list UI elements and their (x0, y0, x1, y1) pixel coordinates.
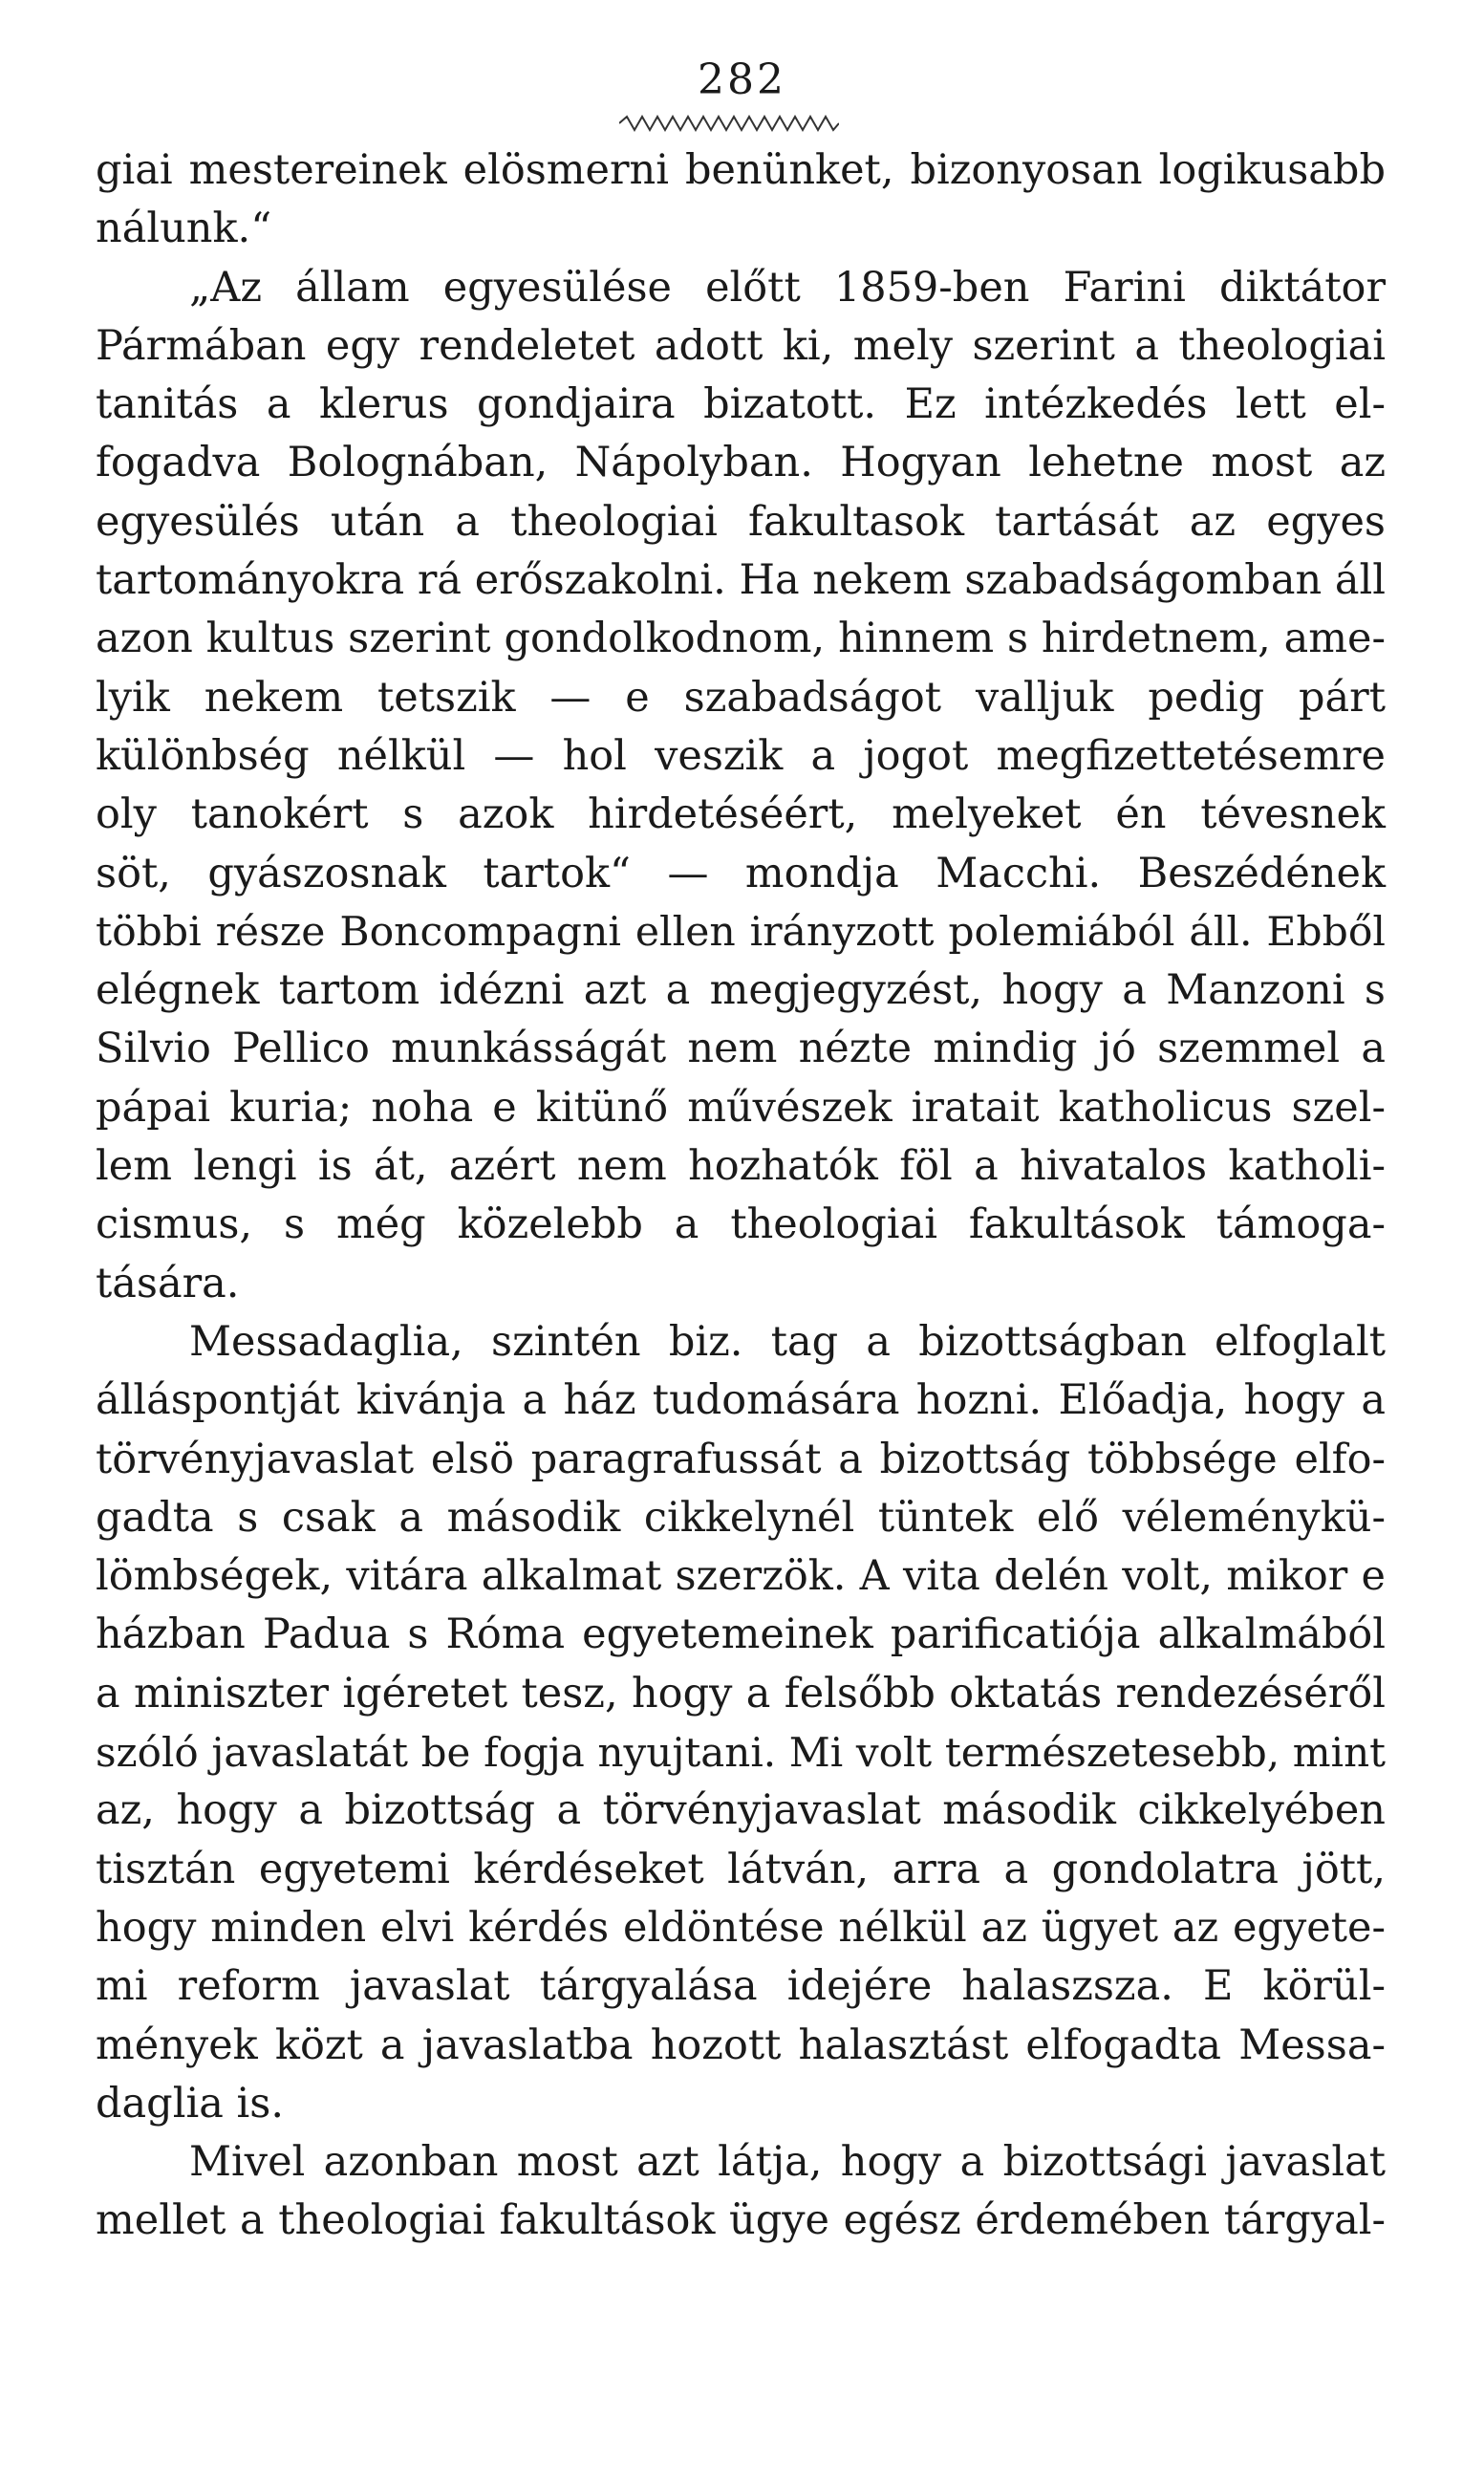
text-line: törvényjavaslat elsö paragrafussát a bizottság többsége elfo- (96, 1435, 1386, 1483)
text-line: oly tanokért s azok hirdetéséért, melyeket én tévesnek (96, 790, 1386, 839)
text-line: nálunk.“ (96, 205, 272, 253)
text-line: daglia is. (96, 2079, 284, 2128)
text-line: cismus, s még közelebb a theologiai fakultások támoga- (96, 1200, 1386, 1249)
paragraph-3 (96, 1313, 1386, 2133)
text-line: többi része Boncompagni ellen irányzott polemiából áll. Ebből (96, 908, 1386, 956)
text-line: az, hogy a bizottság a törvényjavaslat második cikkelyében (96, 1786, 1386, 1835)
text-line: Silvio Pellico munkásságát nem nézte mindig jó szemmel a (96, 1025, 1386, 1073)
text-line: söt, gyászosnak tartok“ — mondja Macchi. Beszédének (96, 849, 1386, 897)
text-line: tanitás a klerus gondjaira bizatott. Ez intézkedés lett el- (96, 380, 1386, 429)
text-line: lyik nekem tetszik — e szabadságot valljuk pedig párt (96, 673, 1386, 722)
text-line: a miniszter igéretet tesz, hogy a felsőbb oktatás rendezéséről (96, 1669, 1386, 1718)
text-line: lömbségek, vitára alkalmat szerzök. A vita delén volt, mikor e (96, 1552, 1386, 1601)
text-line: elégnek tartom idézni azt a megjegyzést, hogy a Manzoni s (96, 966, 1386, 1015)
text-line: tisztán egyetemi kérdéseket látván, arra a gondolatra jött, (96, 1845, 1386, 1893)
text-line: hogy minden elvi kérdés eldöntése nélkül az ügyet az egyete- (96, 1903, 1386, 1952)
text-line: házban Padua s Róma egyetemeinek parificatiója alkalmából (96, 1610, 1386, 1659)
text-line: szóló javaslatát be fogja nyujtani. Mi volt természetesebb, mint (96, 1729, 1386, 1777)
paragraph-2 (96, 259, 1386, 1313)
text-line: egyesülés után a theologiai fakultasok tartását az egyes (96, 497, 1386, 546)
text-line: lem lengi is át, azért nem hozhatók föl a hivatalos katholi- (96, 1142, 1386, 1191)
page-number: 282 (698, 55, 786, 104)
paragraph-4 (96, 2133, 1386, 2251)
ornament-divider (619, 113, 839, 134)
text-line: azon kultus szerint gondolkodnom, hinnem s hirdetnem, ame- (96, 615, 1386, 663)
text-line: „Az állam egyesülése előtt 1859-ben Farini diktátor (189, 263, 1386, 312)
body-text (96, 141, 1386, 2251)
text-line: pápai kuria; noha e kitünő művészek iratait katholicus szel- (96, 1083, 1386, 1132)
text-line: mi reform javaslat tárgyalása idejére halaszsza. E körül- (96, 1962, 1386, 2011)
text-line: Messadaglia, szintén biz. tag a bizottságban elfoglalt (189, 1317, 1386, 1366)
text-line: gadta s csak a második cikkelynél tüntek elő véleménykü- (96, 1493, 1386, 1542)
text-line: Mivel azonban most azt látja, hogy a bizottsági javaslat (189, 2138, 1386, 2187)
text-line: mények közt a javaslatba hozott halasztást elfogadta Messa- (96, 2020, 1386, 2069)
text-line: mellet a theologiai fakultások ügye egész érdemében tárgyal- (96, 2196, 1386, 2245)
text-line: tartományokra rá erőszakolni. Ha nekem szabadságomban áll (96, 556, 1386, 605)
paragraph-1 (96, 141, 1386, 259)
text-line: álláspontját kivánja a ház tudomására hozni. Előadja, hogy a (96, 1376, 1386, 1425)
text-line: Pármában egy rendeletet adott ki, mely szerint a theologiai (96, 321, 1386, 370)
text-line: különbség nélkül — hol veszik a jogot megfizettetésemre (96, 731, 1386, 780)
text-line: giai mestereinek elösmerni benünket, bizonyosan logikusabb (96, 146, 1386, 194)
text-line: tására. (96, 1259, 240, 1307)
text-line: fogadva Bolognában, Nápolyban. Hogyan lehetne most az (96, 439, 1386, 487)
